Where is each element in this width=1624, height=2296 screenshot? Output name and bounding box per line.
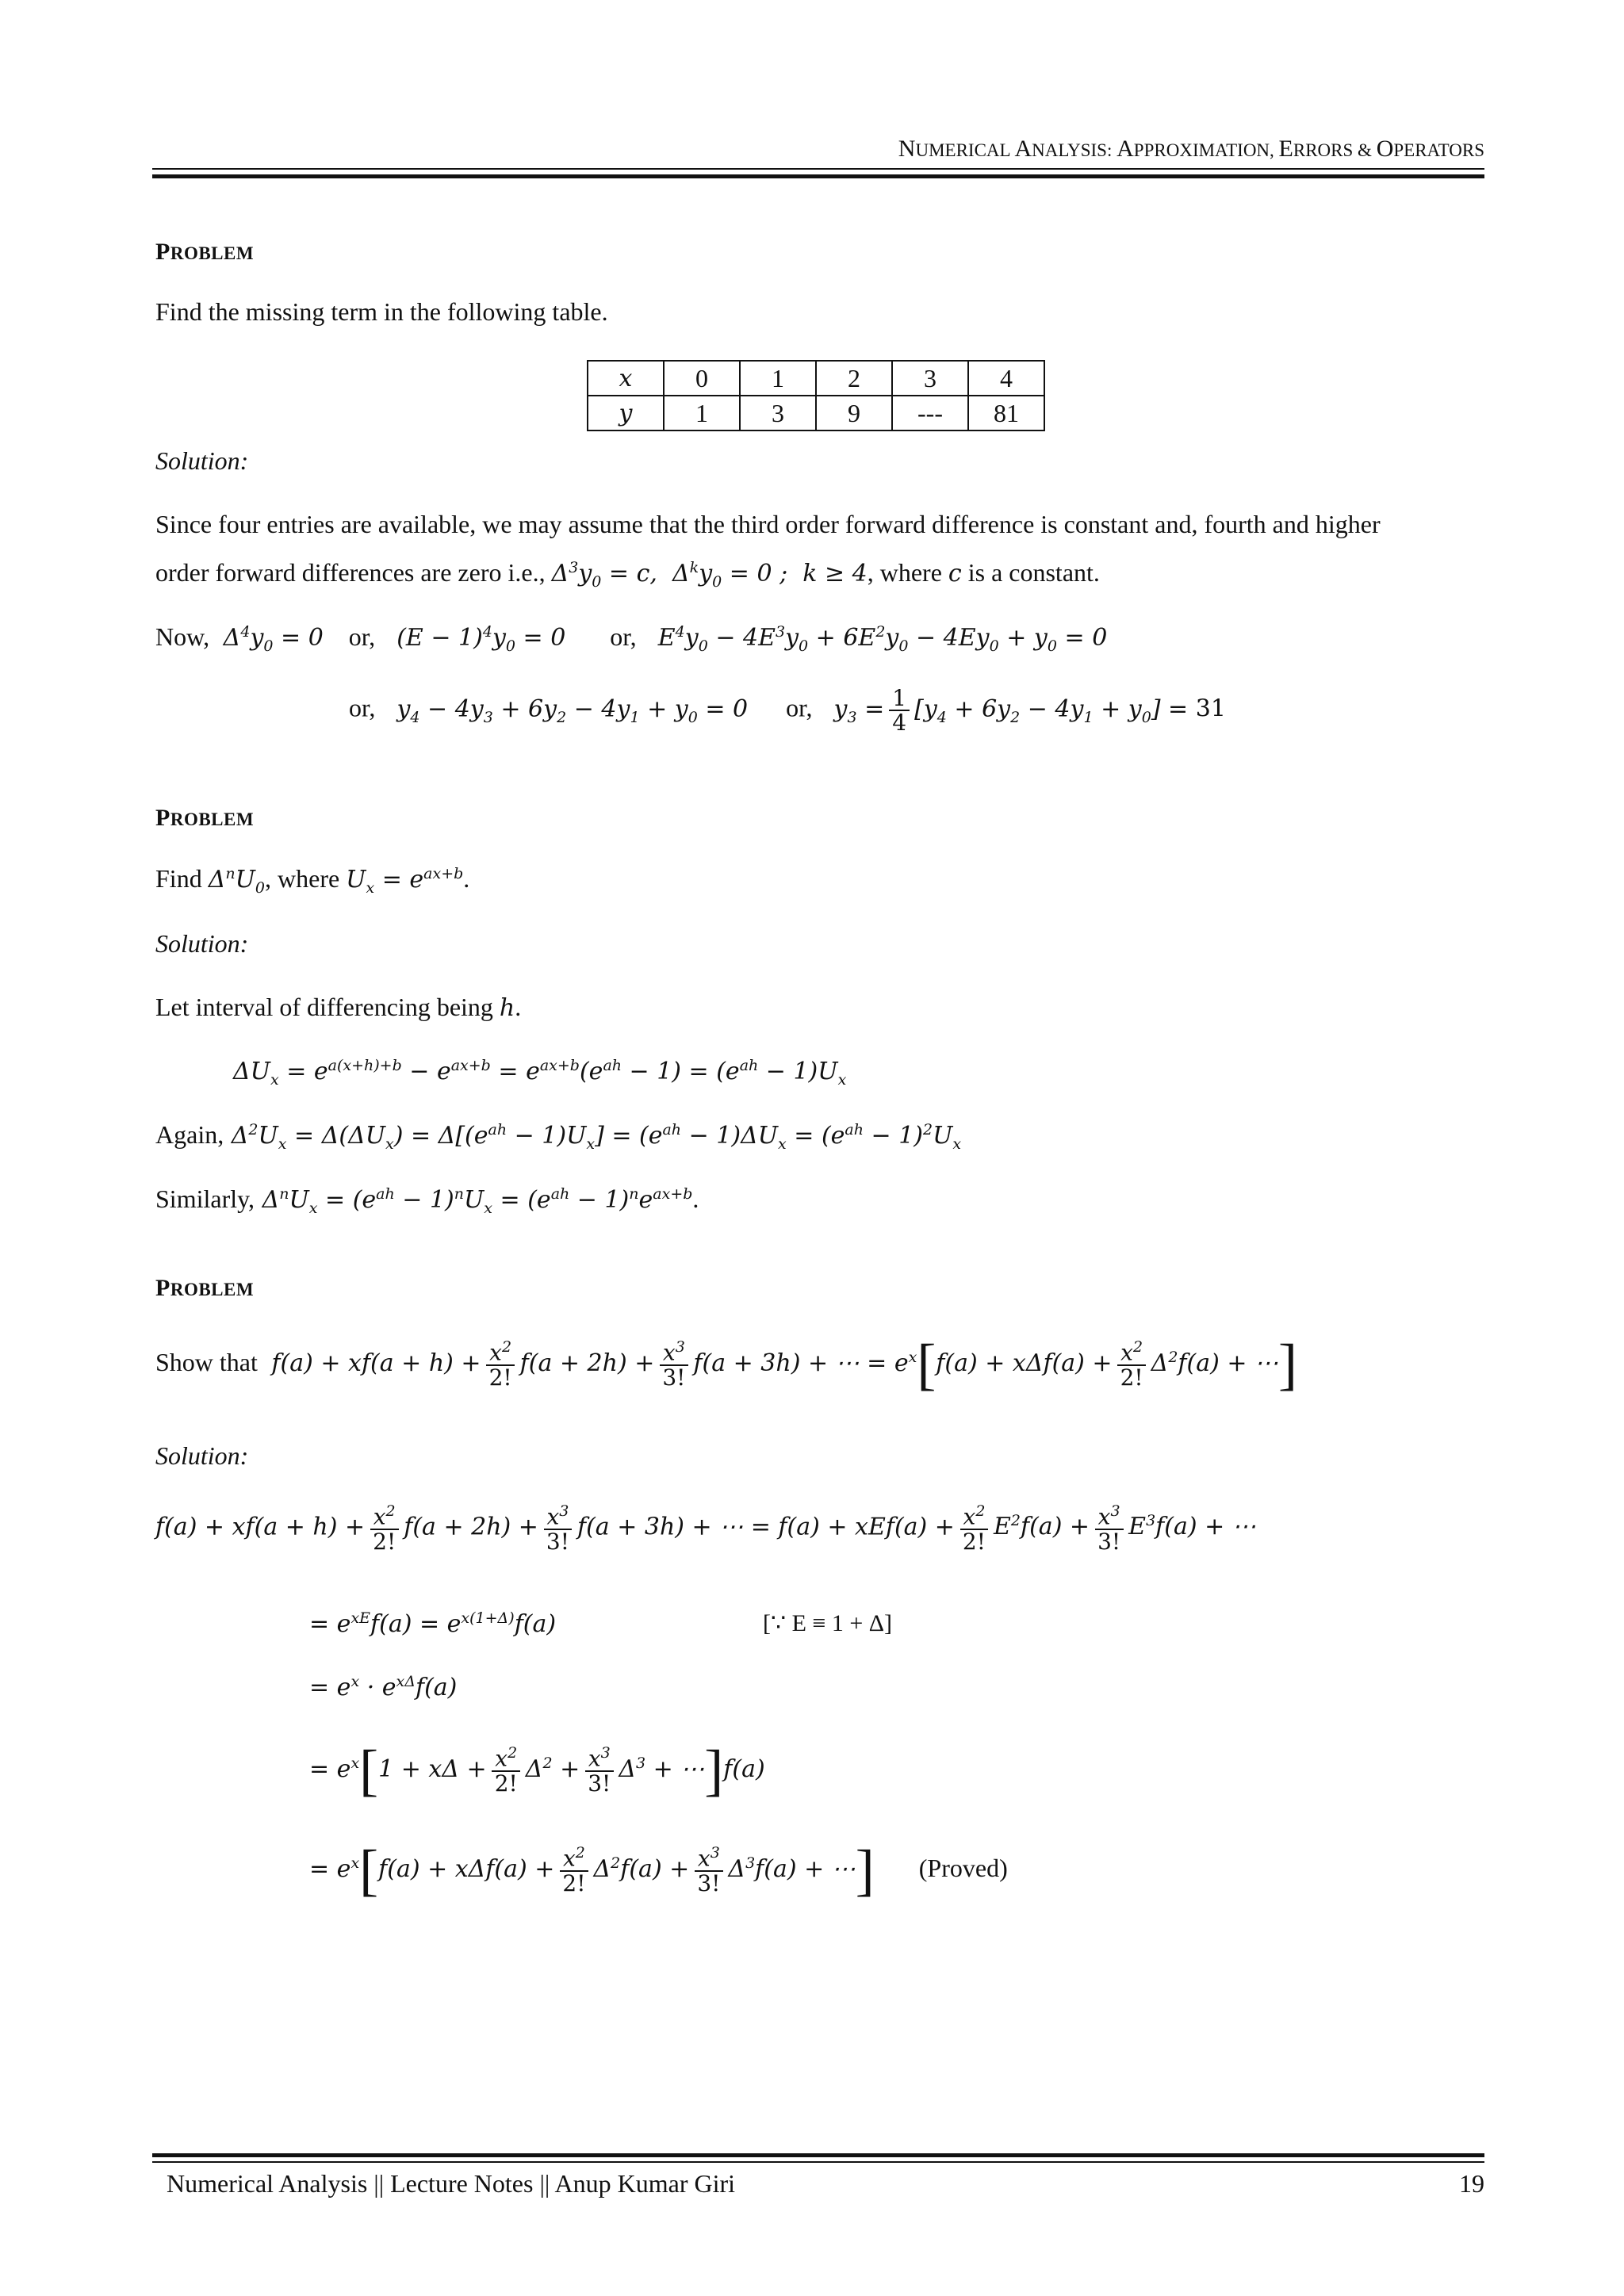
equation-deltan-u: Similarly, $\Delta^nU_x = (e^{ah} - 1)^nU_x = (e^{ah} - 1)^ne^{ax+b}$. [155,1184,699,1217]
solution-label-1: Solution: [155,446,249,475]
table-cell: 1 [664,396,740,430]
table-cell-y-label: y [588,396,664,430]
problem-1-statement: Find the missing term in the following table. [155,297,608,326]
table-cell: 0 [664,361,740,396]
table-cell: --- [892,396,968,430]
solution-2-intro: Let interval of differencing being h. [155,993,522,1022]
equation-line-y3: or, $y_4 - 4y_3 + 6y_2 - 4y_1 + y_0 = 0$ or, $y_3$ = $\frac{1}{4}$ $[y_4 + 6y_2 - 4y_1 + y_0] = 31$ [349,685,1226,737]
equation-delta-u: $\Delta U_x = e^{a(x+h)+b} - e^{ax+b} = e^{ax+b}(e^{ah} - 1) = (e^{ah} - 1)U_x$ [233,1057,847,1089]
solution-3-line-3: = $e^x \cdot e^{x\Delta}f(a)$ [309,1673,458,1701]
table-cell: 9 [816,396,892,430]
solution-3-line-4: = $e^x[1 + x\Delta$ + $\frac{x^2}{2!}$ $\Delta^2$ + $\frac{x^3}{3!}$ $\Delta^3$ + ⋯]f(a) [309,1739,765,1802]
header-part: OPERATORS [1376,136,1484,162]
proved-label: (Proved) [918,1853,1008,1882]
solution-label-2: Solution: [155,929,249,958]
header-part: NUMERICAL [898,136,1015,162]
solution-3-line-5: = $e^x[f(a) + x\Delta f(a)$ + $\frac{x^2}{2!}$ $\Delta^2f(a)$ + $\frac{x^3}{3!}$ $\Delta^3f(a)$ + ⋯] (Proved) [309,1839,1008,1902]
table-cell: 1 [740,361,816,396]
since-note: [∵ E ≡ 1 + Δ] [763,1610,893,1636]
equation-line-now: Now, $\Delta^4y_0 = 0$ or, $(E - 1)^4y_0 = 0$ or, $E^4y_0 - 4E^3y_0 + 6E^2y_0 - 4Ey_0 + y_0 = 0$ [155,622,1108,655]
problem-3-heading: PROBLEM [155,1275,255,1301]
header-part: APPROXIMATION, [1116,136,1279,162]
page-number: 19 [1459,2169,1484,2198]
problem-2-statement: Find $\Delta^nU_0$, where $U_x = e^{ax+b}$. [155,864,470,897]
problem-2-heading: PROBLEM [155,805,255,831]
table-cell: 4 [968,361,1044,396]
footer-rule-thick [152,2153,1484,2157]
footer-text: Numerical Analysis || Lecture Notes || Anup Kumar Giri [167,2169,736,2198]
solution-3-line-2: = $e^{xE}f(a) = e^{x(1+\Delta)}f(a)$ [309,1609,557,1638]
problem-1-heading: PROBLEM [155,239,255,265]
running-header [898,133,1484,163]
header-rule-thick [152,174,1484,178]
solution-3-line-1: f(a) + xf(a + h) + $\frac{x^2}{2!}$ f(a + 2h) + $\frac{x^3}{3!}$ f(a + 3h) + ⋯ = f(a) + xEf(a) + $\frac{x^2}{2!}$ $E^2f(a)$ + $\frac{x^3}{3!}$ $E^3f(a)$ + ⋯ [155,1502,1256,1555]
table-cell: 3 [892,361,968,396]
header-rule-thin [152,168,1484,170]
table-cell: 3 [740,396,816,430]
table-cell: 2 [816,361,892,396]
problem-3-statement: Show that f(a) + xf(a + h) + $\frac{x^2}{2!}$ f(a + 2h) + $\frac{x^3}{3!}$ f(a + 3h) + ⋯ = $e^x[f(a) + x\Delta f(a)$ + $\frac{x^2}{2!}$ $\Delta^2f(a)$ + ⋯] [155,1333,1297,1396]
equation-delta2-u: Again, $\Delta^2U_x = \Delta(\Delta U_x) = \Delta[(e^{ah} - 1)U_x] = (e^{ah} - 1)\Delta U_x = (e^{ah} - 1)^2U_x$ [155,1120,962,1153]
table-row [588,361,1044,396]
table-cell-x-label: x [588,361,664,396]
table-row [588,396,1044,430]
footer-rule-thin [152,2161,1484,2163]
solution-label-3: Solution: [155,1441,249,1470]
solution-paragraph-line-1: Since four entries are available, we may assume that the third order forward difference is constant and, fourth and higher [155,510,1381,538]
solution-paragraph-line-2: order forward differences are zero i.e., $\Delta^3y_0 = c$, $\Delta^ky_0 = 0$ ; k ≥ 4, where c is a constant. [155,558,1100,591]
header-part: ERRORS & [1278,136,1377,162]
missing-term-table [587,360,1045,431]
header-part: ANALYSIS: [1014,136,1117,162]
table-cell: 81 [968,396,1044,430]
